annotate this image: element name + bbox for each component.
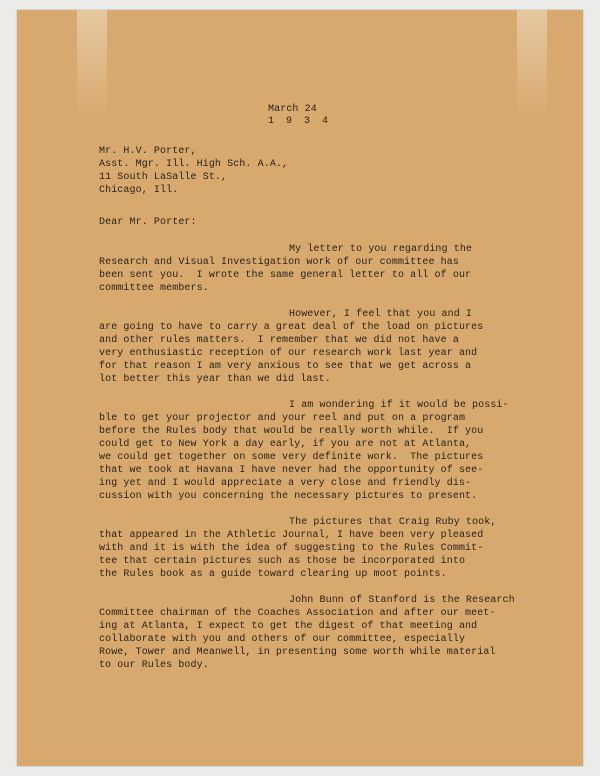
- body-line: ing at Atlanta, I expect to get the digest of that meeting and: [99, 621, 478, 632]
- body-line: very enthusiastic reception of our research work last year and: [99, 348, 478, 359]
- body-line: to our Rules body.: [99, 660, 209, 671]
- body-line: collaborate with you and others of our committee, especially: [99, 634, 466, 645]
- body-line: lot better this year than we did last.: [99, 374, 331, 385]
- body-line: ing yet and I would appreciate a very close and friendly dis-: [99, 478, 472, 489]
- recipient-line: Mr. H.V. Porter,: [99, 146, 197, 157]
- paper-clip-mark: [517, 10, 547, 120]
- body-line: My letter to you regarding the: [289, 244, 473, 255]
- body-line: before the Rules body that would be really worth while. If you: [99, 426, 484, 437]
- body-line: the Rules book as a guide toward clearing up moot points.: [99, 569, 447, 580]
- body-line: The pictures that Craig Ruby took,: [289, 517, 497, 528]
- body-line: Research and Visual Investigation work of our committee has: [99, 257, 459, 268]
- body-line: that appeared in the Athletic Journal, I have been very pleased: [99, 530, 484, 541]
- recipient-line: 11 South LaSalle St.,: [99, 172, 228, 183]
- body-line: I am wondering if it would be possi-: [289, 400, 509, 411]
- body-line: with and it is with the idea of suggesting to the Rules Commit-: [99, 543, 484, 554]
- body-line: and other rules matters. I remember that we did not have a: [99, 335, 459, 346]
- body-line: cussion with you concerning the necessary pictures to present.: [99, 491, 478, 502]
- body-line: could get to New York a day early, if you are not at Atlanta,: [99, 439, 472, 450]
- body-line: that we took at Havana I have never had the opportunity of see-: [99, 465, 484, 476]
- date-month-day: March 24: [268, 104, 317, 115]
- paper-clip-mark: [77, 10, 107, 120]
- recipient-line: Chicago, Ill.: [99, 185, 179, 196]
- date-year: 1 9 3 4: [268, 116, 332, 127]
- body-line: for that reason I am very anxious to see that we get across a: [99, 361, 472, 372]
- body-line: However, I feel that you and I: [289, 309, 473, 320]
- body-line: John Bunn of Stanford is the Research: [289, 595, 515, 606]
- recipient-line: Asst. Mgr. Ill. High Sch. A.A.,: [99, 159, 289, 170]
- body-line: ble to get your projector and your reel and put on a program: [99, 413, 466, 424]
- body-line: we could get together on some very definite work. The pictures: [99, 452, 484, 463]
- body-line: are going to have to carry a great deal of the load on pictures: [99, 322, 484, 333]
- salutation: Dear Mr. Porter:: [99, 217, 197, 228]
- body-line: Rowe, Tower and Meanwell, in presenting some worth while material: [99, 647, 496, 658]
- body-line: committee members.: [99, 283, 209, 294]
- body-line: tee that certain pictures such as those be incorporated into: [99, 556, 466, 567]
- letter-page: [17, 10, 583, 766]
- body-line: Committee chairman of the Coaches Association and after our meet-: [99, 608, 496, 619]
- body-line: been sent you. I wrote the same general letter to all of our: [99, 270, 472, 281]
